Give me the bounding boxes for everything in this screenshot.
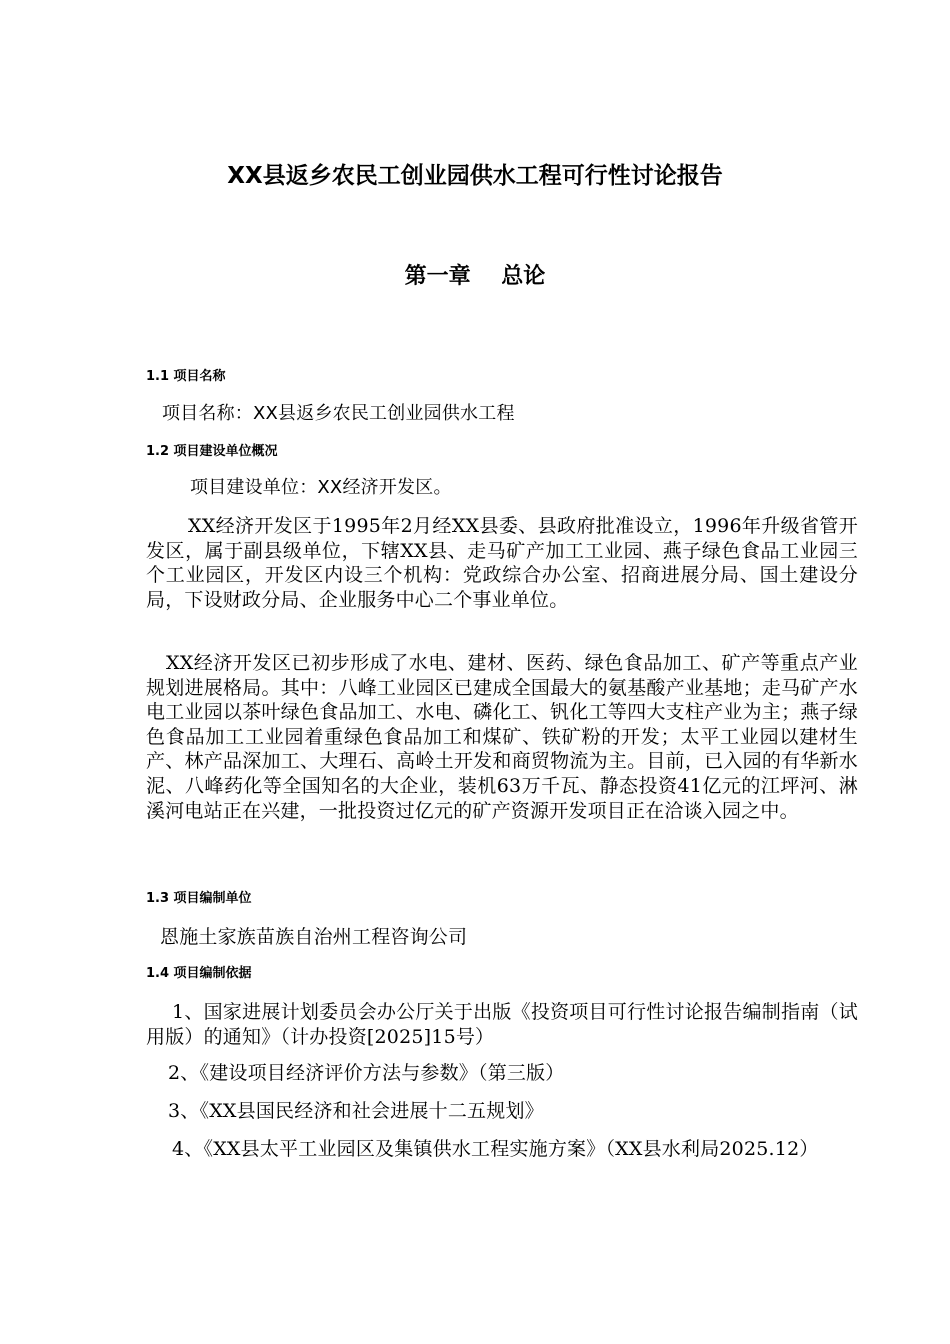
section-heading-1-1: 1.1 项目名称 bbox=[146, 369, 226, 384]
basis-item: 3、《XX县国民经济和社会进展十二五规划》 bbox=[168, 1100, 544, 1122]
document-title: XX县返乡农民工创业园供水工程可行性讨论报告 bbox=[227, 163, 723, 189]
basis-item: 4、《XX县太平工业园区及集镇供水工程实施方案》（XX县水利局2025.12） bbox=[172, 1138, 819, 1160]
project-name-text: 项目名称：XX县返乡农民工创业园供水工程 bbox=[162, 403, 515, 424]
compiler-unit-text: 恩施土家族苗族自治州工程咨询公司 bbox=[160, 926, 468, 948]
basis-item: 2、《建设项目经济评价方法与参数》（第三版） bbox=[168, 1062, 565, 1084]
industry-layout-paragraph: XX经济开发区已初步形成了水电、建材、医药、绿色食品加工、矿产等重点产业规划进展格局。其中：八峰工业园区已建成全国最大的氨基酸产业基地；走马矿产水电工业园以茶叶绿色食品加工、水电、磷化工、钒化工等四大支柱产业为主；燕子绿色食品加工工业园着重绿色食品加工和煤矿、铁矿粉的开发；太平工业园以建材生产、林产品深加工、大理石、高岭土开发和商贸物流为主。目前，已入园的有华新水泥、八峰药化等全国知名的大企业，装机63万千瓦、静态投资41亿元的江坪河、淋溪河电站正在兴建，一批投资过亿元的矿产资源开发项目正在洽谈入园之中。 bbox=[146, 652, 858, 822]
zone-overview-paragraph: XX经济开发区于1995年2月经XX县委、县政府批准设立，1996年升级省管开发区，属于副县级单位，下辖XX县、走马矿产加工工业园、燕子绿色食品工业园三个工业园区，开发区内设三个机构：党政综合办公室、招商进展分局、国土建设分局，下设财政分局、企业服务中心二个事业单位。 bbox=[146, 515, 858, 611]
chapter-title: 第一章 总论 bbox=[404, 264, 546, 289]
construction-unit-text: 项目建设单位：XX经济开发区。 bbox=[190, 477, 452, 498]
basis-item: 1、国家进展计划委员会办公厅关于出版《投资项目可行性讨论报告编制指南（试用版）的通知》（计办投资[2025]15号） bbox=[146, 1001, 858, 1048]
section-heading-1-4: 1.4 项目编制依据 bbox=[146, 966, 252, 981]
section-heading-1-3: 1.3 项目编制单位 bbox=[146, 891, 252, 906]
section-heading-1-2: 1.2 项目建设单位概况 bbox=[146, 444, 278, 459]
